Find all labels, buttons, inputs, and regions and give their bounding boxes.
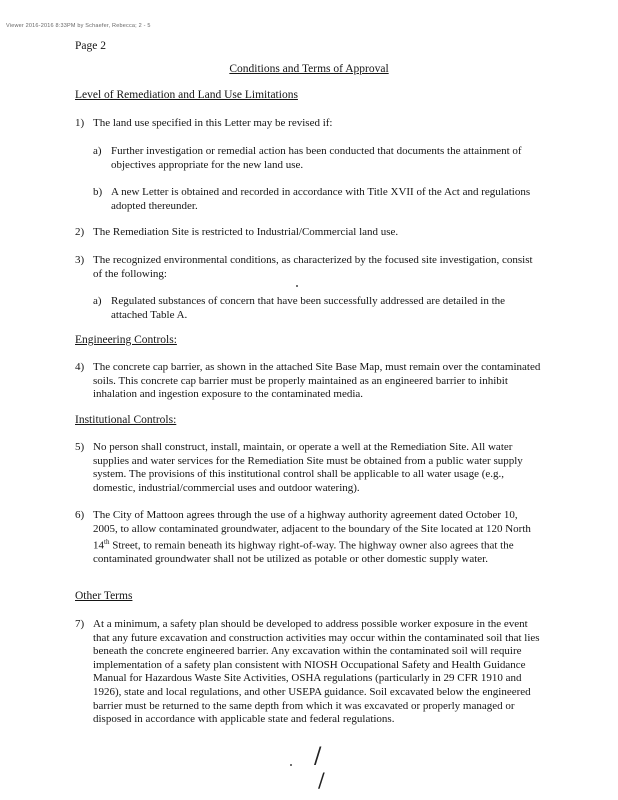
scan-speck bbox=[290, 764, 292, 766]
item-text: Regulated substances of concern that have been successfully addressed are detailed in the attached Table A. bbox=[111, 295, 506, 321]
scan-speck bbox=[296, 285, 298, 287]
signature-mark: / bbox=[314, 744, 322, 769]
list-item-1a bbox=[93, 145, 543, 175]
page-number: Page 2 bbox=[75, 40, 106, 52]
section-heading-institutional: Institutional Controls: bbox=[75, 414, 177, 426]
signature-mark: / bbox=[318, 768, 325, 792]
item-number: 1) bbox=[75, 117, 85, 129]
list-item-7 bbox=[75, 618, 543, 744]
list-item-3 bbox=[75, 254, 543, 284]
list-item-5 bbox=[75, 441, 543, 499]
item-text: The City of Mattoon agrees through the use of a highway authority agreement dated October 10, 2005, to allow contaminated groundwater, adjacent to the boundary of the Site located at 120 North 14th Street, to remain beneath its highway right-of-way. The highway owner also agrees that the contaminated groundwater shall not be utilized as potable or other domestic supply water. bbox=[93, 509, 531, 566]
page-heading: Conditions and Terms of Approval bbox=[229, 63, 389, 75]
item-text: Further investigation or remedial action has been conducted that documents the attainment of objectives appropriate for the new land use. bbox=[111, 145, 522, 171]
list-item-4 bbox=[75, 361, 543, 405]
item-number: 4) bbox=[75, 361, 85, 373]
item-text: At a minimum, a safety plan should be developed to address possible worker exposure in the event that any future excavation and construction activities may occur within the contaminated soil that lies beneath the concrete engineered barrier. Any excavation within the contaminated soil will require implementation of a safety plan consistent with NIOSH Occupational Safety and Health Guidance Manual for Hazardous Waste Site Activities, OSHA regulations (particularly in 29 CFR 1910 and 1926), state and local regulations, and other USEPA guidance. Soil excavated below the engineered barrier must be returned to the same depth from which it was excavated or properly managed or disposed in accordance with applicable state and federal regulations. bbox=[93, 618, 540, 726]
section-heading-other-terms: Other Terms bbox=[75, 590, 133, 602]
section-heading-engineering: Engineering Controls: bbox=[75, 334, 177, 346]
item-number: 5) bbox=[75, 441, 85, 453]
item-number: a) bbox=[93, 145, 102, 157]
list-item-3a bbox=[93, 295, 543, 325]
item-number: 7) bbox=[75, 618, 85, 630]
item-text: The Remediation Site is restricted to Industrial/Commercial land use. bbox=[93, 226, 399, 238]
item-text: The concrete cap barrier, as shown in the attached Site Base Map, must remain over the contaminated soils. This concrete cap barrier must be properly maintained as an engineered barrier to inhibit inhalation and ingestion exposure to the contaminated media. bbox=[93, 361, 541, 401]
list-item-1b bbox=[93, 186, 543, 216]
item-text: The land use specified in this Letter may be revised if: bbox=[93, 117, 333, 129]
list-item-2 bbox=[75, 226, 543, 242]
item-number: 2) bbox=[75, 226, 85, 238]
item-text: No person shall construct, install, maintain, or operate a well at the Remediation Site. All water supplies and water services for the Remediation Site must be obtained from a public water supply system. The provisions of this institutional control shall be applicable to all water usage (e.g., domestic, industrial/commercial uses and outdoor watering). bbox=[93, 441, 523, 494]
item-text: The recognized environmental conditions, as characterized by the focused site investigation, consist of the following: bbox=[93, 254, 533, 280]
ordinal-suffix: th bbox=[104, 538, 110, 547]
list-item-6 bbox=[75, 509, 543, 581]
item-number: b) bbox=[93, 186, 103, 198]
item-number: 6) bbox=[75, 509, 85, 521]
list-item-1 bbox=[75, 117, 543, 133]
item-text: A new Letter is obtained and recorded in accordance with Title XVII of the Act and regulations adopted thereunder. bbox=[111, 186, 531, 212]
item-number: a) bbox=[93, 295, 102, 307]
print-stamp: Viewer 2016-2016 8:33PM by Schaefer, Rebecca; 2 - 5 bbox=[6, 23, 151, 29]
item-number: 3) bbox=[75, 254, 85, 266]
section-heading-land-use: Level of Remediation and Land Use Limitations bbox=[75, 89, 298, 101]
